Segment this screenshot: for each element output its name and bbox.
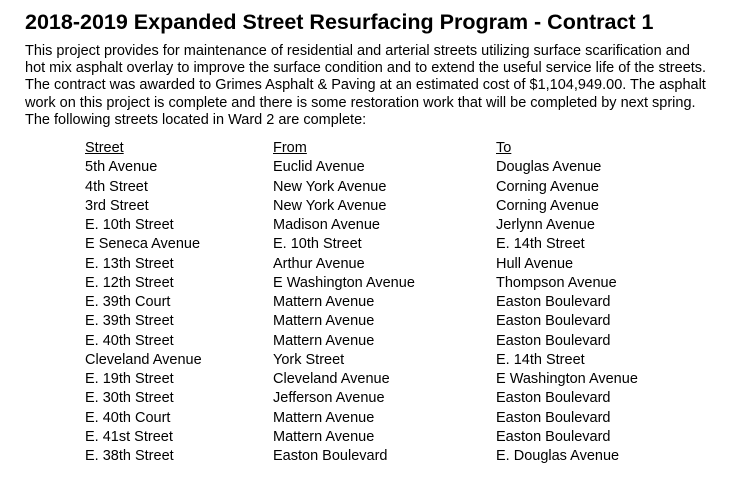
table-row: [85, 428, 696, 447]
street-cell: E. 30th Street: [85, 390, 174, 407]
to-cell: Corning Avenue: [496, 197, 599, 214]
table-row: [85, 409, 696, 428]
from-cell: Mattern Avenue: [273, 294, 375, 310]
table-row: [85, 274, 696, 293]
from-cell: Euclid Avenue: [273, 159, 365, 176]
from-cell: Jefferson Avenue: [273, 390, 385, 407]
to-cell: Easton Boulevard: [496, 390, 611, 407]
table-row: [85, 158, 696, 177]
table-header-row: [85, 139, 696, 158]
project-description: [25, 43, 745, 129]
from-cell: Mattern Avenue: [273, 428, 375, 445]
to-cell: E Washington Avenue: [496, 371, 638, 387]
table-row: [85, 370, 696, 389]
to-cell: Hull Avenue: [496, 255, 574, 272]
from-cell: Madison Avenue: [273, 217, 380, 233]
document-title: 2018-2019 Expanded Street Resurfacing Program - Contract 1: [25, 10, 654, 34]
street-cell: 5th Avenue: [85, 159, 158, 176]
table-row: [85, 293, 696, 312]
to-cell: Jerlynn Avenue: [496, 217, 595, 233]
street-cell: E. 41st Street: [85, 428, 173, 445]
to-cell: Thompson Avenue: [496, 274, 617, 291]
completed-streets-table: [85, 139, 696, 466]
description-line: This project provides for maintenance of residential and arterial streets utilizing surface scarification and: [25, 43, 690, 59]
street-cell: 3rd Street: [85, 197, 149, 214]
street-cell: E. 38th Street: [85, 448, 174, 464]
from-cell: New York Avenue: [273, 197, 387, 214]
street-cell: 4th Street: [85, 178, 148, 195]
street-cell: E. 40th Street: [85, 332, 174, 349]
from-cell: E. 10th Street: [273, 236, 362, 253]
table-row: [85, 235, 696, 254]
to-cell: E. 14th Street: [496, 351, 585, 368]
table-row: [85, 312, 696, 331]
table-row: [85, 178, 696, 197]
description-line: hot mix asphalt overlay to improve the surface condition and to extend the useful service life of the streets.: [25, 60, 707, 77]
from-cell: Mattern Avenue: [273, 332, 375, 349]
street-cell: E. 12th Street: [85, 274, 174, 291]
street-cell: Cleveland Avenue: [85, 351, 202, 368]
table-row: [85, 447, 696, 466]
table-row: [85, 351, 696, 370]
table-row: [85, 255, 696, 274]
description-line: work on this project is complete and there is some restoration work that will be completed by next spring.: [25, 94, 696, 111]
column-header-to: To: [496, 140, 512, 156]
to-cell: Easton Boulevard: [496, 332, 611, 349]
street-cell: E. 13th Street: [85, 255, 174, 272]
street-cell: E. 39th Street: [85, 313, 174, 330]
to-cell: E. Douglas Avenue: [496, 448, 620, 464]
street-cell: E. 39th Court: [85, 294, 171, 310]
street-cell: E. 19th Street: [85, 371, 174, 387]
street-cell: E. 10th Street: [85, 217, 174, 233]
street-cell: E. 40th Court: [85, 409, 171, 426]
to-cell: Easton Boulevard: [496, 294, 611, 310]
table-row: [85, 389, 696, 408]
from-cell: Cleveland Avenue: [273, 371, 390, 387]
to-cell: Douglas Avenue: [496, 159, 602, 176]
from-cell: New York Avenue: [273, 178, 387, 195]
table-row: [85, 332, 696, 351]
to-cell: Easton Boulevard: [496, 313, 611, 330]
street-cell: E Seneca Avenue: [85, 236, 201, 253]
description-line: The contract was awarded to Grimes Asphalt & Paving at an estimated cost of $1,104,949.00. The asphalt: [25, 77, 706, 94]
from-cell: E Washington Avenue: [273, 274, 415, 291]
from-cell: Arthur Avenue: [273, 255, 365, 272]
from-cell: Mattern Avenue: [273, 313, 375, 330]
to-cell: Corning Avenue: [496, 178, 599, 195]
from-cell: Mattern Avenue: [273, 409, 375, 426]
table-row: [85, 216, 696, 235]
table-row: [85, 197, 696, 216]
description-line: The following streets located in Ward 2 are complete:: [25, 111, 367, 128]
from-cell: York Street: [273, 351, 345, 368]
column-header-from: From: [273, 140, 307, 156]
to-cell: E. 14th Street: [496, 236, 585, 253]
column-header-street: Street: [85, 140, 124, 156]
to-cell: Easton Boulevard: [496, 428, 611, 445]
to-cell: Easton Boulevard: [496, 409, 611, 426]
from-cell: Easton Boulevard: [273, 448, 388, 464]
